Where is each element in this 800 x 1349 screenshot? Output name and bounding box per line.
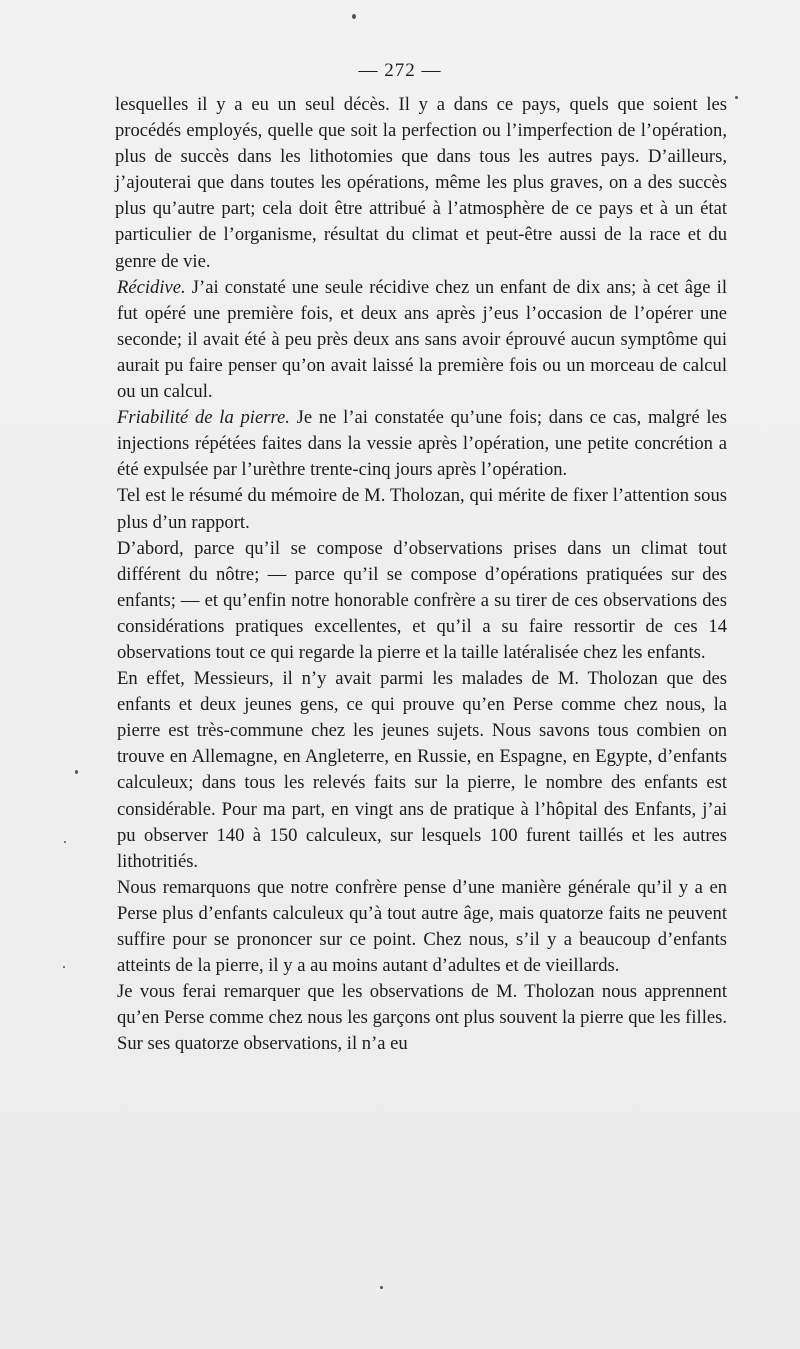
print-speck bbox=[735, 96, 738, 99]
body-text bbox=[117, 92, 727, 1057]
print-speck bbox=[352, 14, 356, 19]
paragraph-1 bbox=[115, 92, 727, 275]
print-speck bbox=[63, 966, 65, 968]
heading-recidive: Récidive. bbox=[117, 276, 186, 298]
paragraph-friabilite bbox=[117, 405, 727, 483]
paragraph-friabilite-text: Je ne l’ai constatée qu’une fois; dans ce cas, malgré les injections répétées faites dans la vessie après l’opération, une petite concrétion a été expulsée par l’urèthre trente-cinq jours après l’opération. bbox=[117, 407, 727, 481]
heading-friabilite: Friabilité de la pierre. bbox=[117, 407, 290, 429]
paragraph-recidive bbox=[117, 275, 727, 405]
print-speck bbox=[380, 1286, 383, 1289]
paragraph-dabord-text: D’abord, parce qu’il se compose d’observations prises dans un climat tout différent du nôtre; — parce qu’il se compose d’opérations pratiquées sur des enfants; — et qu’enfin notre honorable confrère a su tirer de ces observations des considérations pratiques excellentes, et qu’il a su faire ressortir de ces 14 observations tout ce qui regarde la pierre et la taille latéralisée chez les enfants. bbox=[117, 537, 727, 663]
paragraph-nous-remarquons bbox=[117, 875, 727, 979]
paragraph-nous-remarquons-text: Nous remarquons que notre confrère pense d’une manière générale qu’il y a en Perse plus d’enfants calculeux qu’à tout autre âge, mais quatorze faits ne peuvent suffire pour se prononcer sur ce point. Chez nous, s’il y a beaucoup d’enfants atteints de la pierre, il y a au moins autant d’adultes et de vieillards. bbox=[117, 876, 727, 977]
paragraph-1-text: lesquelles il y a eu un seul décès. Il y a dans ce pays, quels que soient les procédés employés, quelle que soit la perfection ou l’imperfection de l’opération, plus de succès dans les lithotomies que dans tous les autres pays. D’ailleurs, j’ajouterai que dans toutes les opérations, même les plus graves, on a des succès plus qu’autre part; cela doit être attribué à l’atmosphère de ce pays et à un état particulier de l’organisme, résultat du climat et peut-être aussi de la race et du genre de vie. bbox=[115, 94, 727, 272]
print-speck bbox=[75, 770, 78, 774]
page-number: — 272 — bbox=[358, 60, 442, 81]
paragraph-resume bbox=[117, 483, 727, 535]
paragraph-je-vous-ferai-text: Je vous ferai remarquer que les observations de M. Tholozan nous apprennent qu’en Perse comme chez nous les garçons ont plus souvent la pierre que les filles. Sur ses quatorze observations, il n’a eu bbox=[117, 981, 727, 1055]
paragraph-je-vous-ferai bbox=[117, 979, 727, 1057]
print-speck bbox=[64, 841, 66, 843]
paragraph-resume-text: Tel est le résumé du mémoire de M. Tholozan, qui mérite de fixer l’attention sous plus d’un rapport. bbox=[117, 485, 727, 533]
paragraph-recidive-text: J’ai constaté une seule récidive chez un enfant de dix ans; à cet âge il fut opéré une première fois, et deux ans après j’eus l’occasion de l’opérer une seconde; il avait été à peu près deux ans sans avoir éprouvé aucun symptôme qui aurait pu faire penser qu’on avait laissé la première fois ou un morceau de calcul ou un calcul. bbox=[117, 276, 727, 403]
paragraph-dabord bbox=[117, 536, 727, 666]
paragraph-en-effet bbox=[117, 666, 727, 875]
paragraph-en-effet-text: En effet, Messieurs, il n’y avait parmi les malades de M. Tholozan que des enfants et deux jeunes gens, ce qui prouve qu’en Perse comme chez nous, la pierre est très-commune chez les jeunes sujets. Nous savons tous combien on trouve en Allemagne, en Angleterre, en Russie, en Espagne, en Egypte, d’enfants calculeux; dans tous les relevés faits sur la pierre, le nombre des enfants est considérable. Pour ma part, en vingt ans de pratique à l’hôpital des Enfants, j’ai pu observer 140 à 150 calculeux, sur lesquels 100 furent taillés et les autres lithotritiés. bbox=[117, 668, 727, 872]
